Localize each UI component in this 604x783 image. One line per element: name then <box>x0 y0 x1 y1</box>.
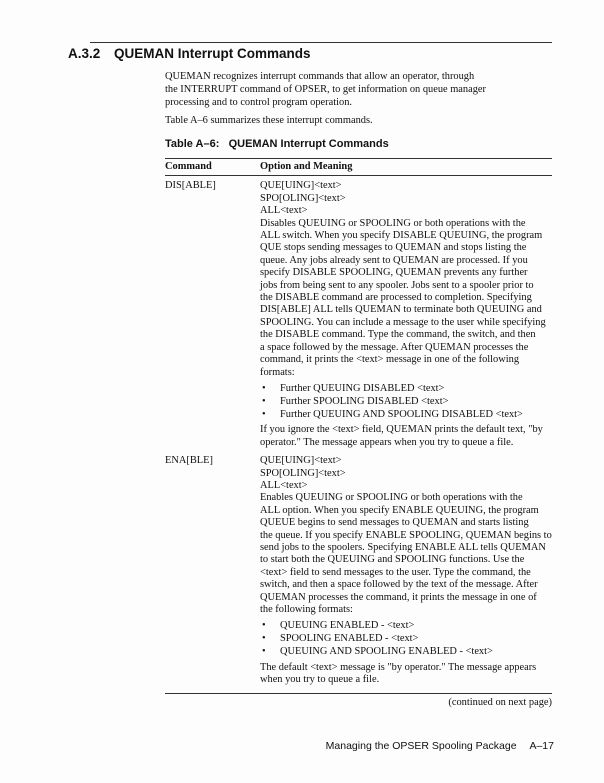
option: ALL<text> <box>260 205 308 217</box>
page-number: A–17 <box>529 740 554 752</box>
note-line: when you try to queue a file. <box>260 674 380 686</box>
desc-line: send jobs to the spoolers. Specifying ENABLE ALL tells QUEMAN <box>260 541 546 553</box>
note-line: The default <text> message is "by operator." The message appears <box>260 661 537 673</box>
bullet-item: • Further QUEUING DISABLED <text> <box>260 383 552 396</box>
option: SPO[OLING]<text> <box>260 467 346 479</box>
desc-line: Enables QUEUING or SPOOLING or both operations with the <box>260 492 523 504</box>
desc-line: ALL option. When you specify ENABLE QUEUING, the program <box>260 504 539 516</box>
option: ALL<text> <box>260 479 308 491</box>
top-rule <box>90 42 552 43</box>
desc-line: formats: <box>260 366 295 378</box>
desc-line: queue. Any jobs already sent to QUEMAN are processed. If you <box>260 254 528 266</box>
bullet-item: • QUEUING ENABLED - <text> <box>260 620 552 633</box>
header-command: Command <box>165 161 212 172</box>
desc-line: switch, and then a space followed by the text of the message. After <box>260 579 538 591</box>
header-option: Option and Meaning <box>260 161 353 172</box>
interrupt-commands-table <box>165 158 552 709</box>
desc-line: Disables QUEUING or SPOOLING or both operations with the <box>260 217 526 229</box>
row-command-enable: ENA[BLE] <box>165 455 213 467</box>
section-number: A.3.2 <box>68 46 101 61</box>
bullet-item: • Further QUEUING AND SPOOLING DISABLED <text> <box>260 409 552 422</box>
desc-line: SPOOLING. You can include a message to the user while specifying <box>260 316 546 328</box>
bullet-item: • QUEUING AND SPOOLING ENABLED - <text> <box>260 646 552 659</box>
row-command-disable: DIS[ABLE] <box>165 180 216 192</box>
note-line: operator." The message appears when you try to queue a file. <box>260 436 514 448</box>
description <box>260 218 552 379</box>
bullet-item: • SPOOLING ENABLED - <text> <box>260 633 552 646</box>
desc-line: jobs from being sent to any spooler. Jobs sent to a spooler prior to <box>260 279 534 291</box>
intro-line: QUEMAN recognizes interrupt commands that allow an operator, through <box>165 71 475 82</box>
table-header <box>165 159 552 175</box>
desc-line: QUE stops sending messages to QUEMAN and stops listing the <box>260 242 527 254</box>
footer-title: Managing the OPSER Spooling Package <box>325 740 517 752</box>
intro-line: the INTERRUPT command of OPSER, to get information on queue manager <box>165 84 486 95</box>
page-footer <box>326 740 554 752</box>
desc-line: QUEMAN processes the command, it prints the message in one of <box>260 591 537 603</box>
desc-line: the queue. If you specify ENABLE SPOOLING, QUEMAN begins to <box>260 529 552 541</box>
option: QUE[UING]<text> <box>260 455 342 467</box>
table-row-disable <box>165 176 552 449</box>
description <box>260 492 552 616</box>
desc-line: the DISABLE command. Type the command, the switch, and then <box>260 329 536 341</box>
bullet-list <box>260 383 552 421</box>
row-options <box>260 455 552 686</box>
bullet-list <box>260 620 552 658</box>
desc-line: command, it prints the <text> message in one of the following <box>260 354 520 366</box>
table-bottom-rule <box>165 693 552 694</box>
option: QUE[UING]<text> <box>260 180 342 192</box>
desc-line: DIS[ABLE] ALL tells QUEMAN to terminate both QUEUING and <box>260 304 542 316</box>
table-row-enable <box>165 449 552 686</box>
table-caption: Table A–6: QUEMAN Interrupt Commands <box>165 138 389 150</box>
intro-line: processing and to control program operation. <box>165 97 352 108</box>
section-heading <box>68 46 311 61</box>
desc-line: QUEUE begins to send messages to QUEMAN and starts listing <box>260 517 529 529</box>
desc-line: the following formats: <box>260 603 353 615</box>
desc-line: to start both the QUEUING and SPOOLING functions. Use the <box>260 554 525 566</box>
continued-note: (continued on next page) <box>448 696 552 708</box>
row-options <box>260 180 552 449</box>
desc-line: <text> field to send messages to the user. Type the command, the <box>260 566 531 578</box>
desc-line: a space followed by the message. After QUEMAN processes the <box>260 341 529 353</box>
note-line: If you ignore the <text> field, QUEMAN prints the default text, "by <box>260 424 543 436</box>
desc-line: ALL switch. When you specify DISABLE QUEUING, the program <box>260 230 543 242</box>
option: SPO[OLING]<text> <box>260 192 346 204</box>
section-title: QUEMAN Interrupt Commands <box>114 46 311 61</box>
intro-paragraph <box>165 70 486 127</box>
desc-line: specify DISABLE SPOOLING, QUEMAN prevents any further <box>260 267 528 279</box>
intro-summary: Table A–6 summarizes these interrupt commands. <box>165 115 373 126</box>
desc-line: the DISABLE command are processed to completion. Specifying <box>260 292 532 304</box>
bullet-item: • Further SPOOLING DISABLED <text> <box>260 396 552 409</box>
